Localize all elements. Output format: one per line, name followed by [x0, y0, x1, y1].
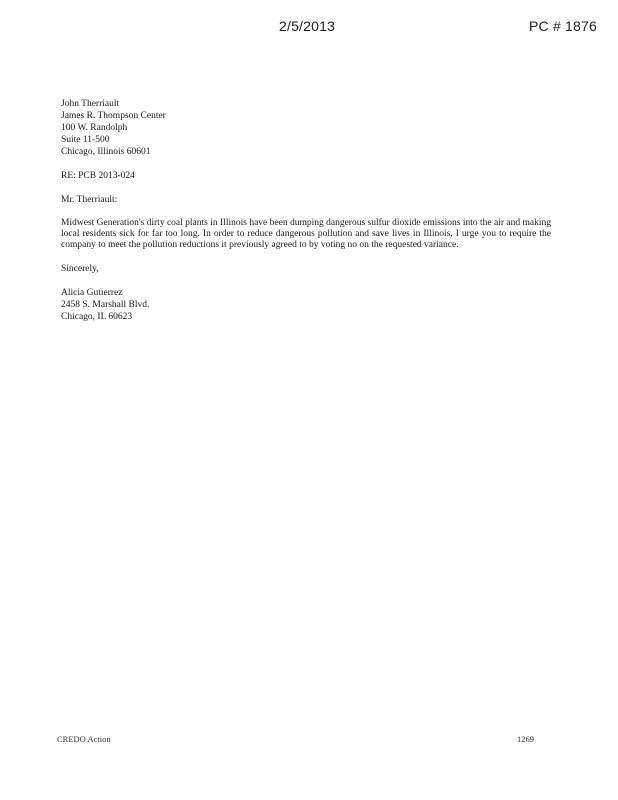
recipient-name: John Therriault	[61, 99, 120, 109]
sender-city: Chicago, IL 60623	[61, 312, 133, 322]
recipient-suite: Suite 11-500	[61, 135, 110, 145]
sender-street: 2458 S. Marshall Blvd.	[61, 300, 150, 310]
letter-paragraph: Midwest Generation's dirty coal plants in Illinois have been dumping dangerous sulfur dioxide emissions into the air and making local residents sick for far too long. In order to reduce dangerous pollution and save lives in Illinois, I urge you to require the company to meet the pollution reductions it previously agreed to by voting no on the requested variance.	[61, 218, 551, 250]
received-date-stamp: 2/5/2013	[279, 18, 336, 34]
closing: Sincerely,	[61, 264, 99, 274]
letter-body	[61, 98, 551, 323]
sender-name: Alicia Gutierrez	[61, 288, 123, 298]
public-comment-number: PC # 1876	[529, 18, 597, 34]
footer-organization: CREDO Action	[57, 734, 111, 744]
recipient-address	[61, 98, 551, 158]
recipient-street: 100 W. Randolph	[61, 123, 128, 133]
salutation: Mr. Therriault:	[61, 195, 118, 205]
recipient-city: Chicago, Illinois 60601	[61, 147, 151, 157]
footer-page-number: 1269	[517, 734, 534, 744]
sender-address	[61, 287, 551, 323]
recipient-building: James R. Thompson Center	[61, 111, 166, 121]
reference-line: RE: PCB 2013-024	[61, 171, 135, 181]
